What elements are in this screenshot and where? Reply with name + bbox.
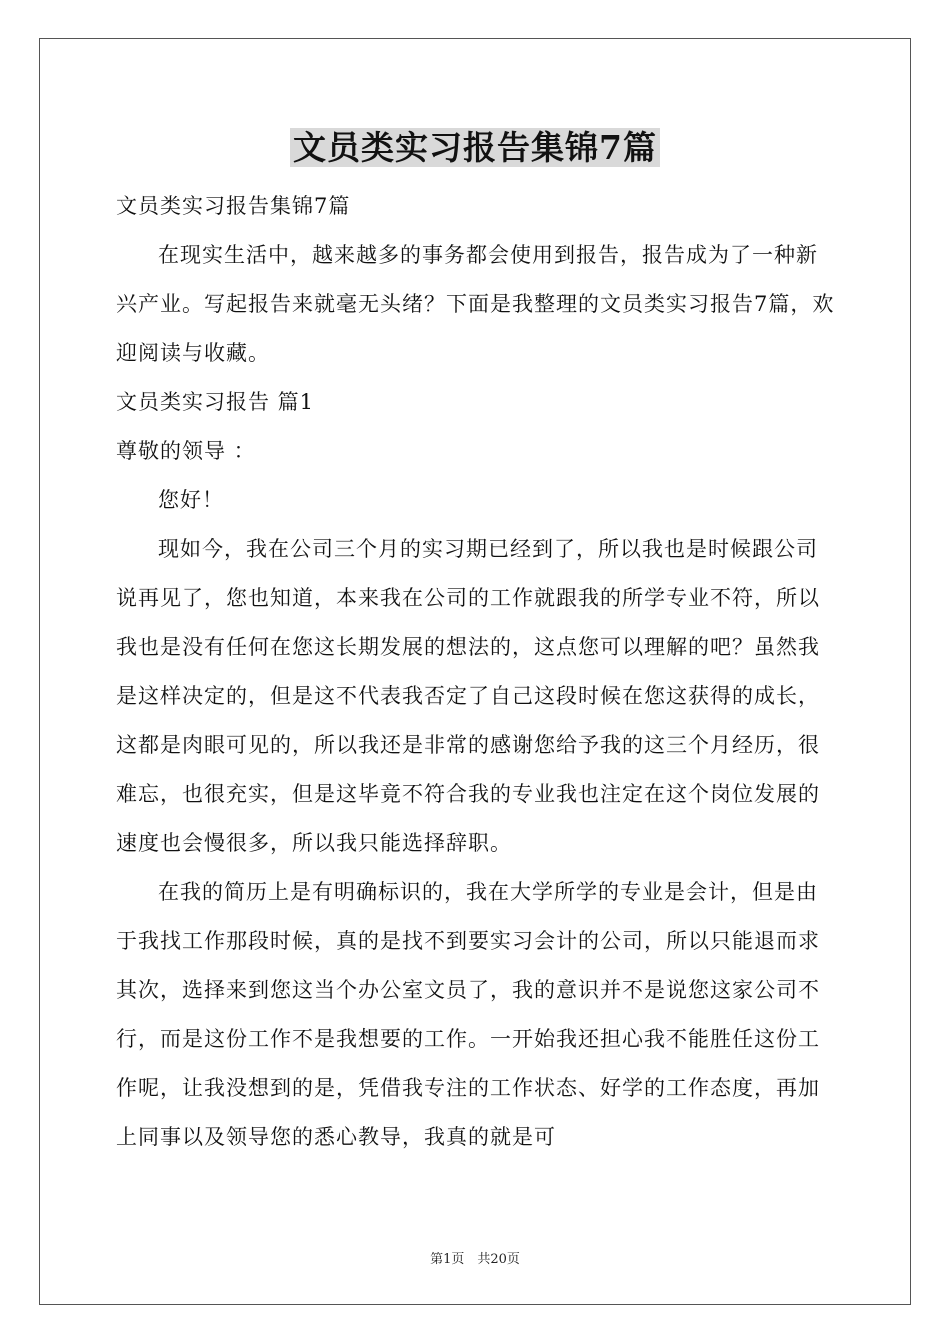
greeting: 您好！ (158, 488, 224, 512)
document-body (116, 182, 836, 1162)
page-footer: 第1页 共20页 (430, 1252, 520, 1267)
section-heading: 文员类实习报告 篇1 (116, 390, 315, 414)
body-paragraph-2: 在我的简历上是有明确标识的，我在大学所学的专业是会计，但是由于我找工作那段时候，真的是找不到要实习会计的公司，所以只能退而求其次，选择来到您这当个办公室文员了，我的意识并不是说您这家公司不行，而是这份工作不是我想要的工作。一开始我还担心我不能胜任这份工作呢，让我没想到的是，凭借我专注的工作状态、好学的工作态度，再加上同事以及领导您的悉心教导，我真的就是可 (116, 880, 820, 1149)
document-title (0, 126, 950, 170)
document-title-text: 文员类实习报告集锦7篇 (290, 128, 660, 167)
intro-paragraph: 在现实生活中，越来越多的事务都会使用到报告，报告成为了一种新兴产业。写起报告来就毫无头绪？下面是我整理的文员类实习报告7篇，欢迎阅读与收藏。 (116, 243, 835, 365)
salutation: 尊敬的领导 ： (116, 439, 256, 463)
body-paragraph-1: 现如今，我在公司三个月的实习期已经到了，所以我也是时候跟公司说再见了，您也知道，本来我在公司的工作就跟我的所学专业不符，所以我也是没有任何在您这长期发展的想法的，这点您可以理解的吧？虽然我是这样决定的，但是这不代表我否定了自己这段时候在您这获得的成长，这都是肉眼可见的，所以我还是非常的感谢您给予我的这三个月经历，很难忘，也很充实，但是这毕竟不符合我的专业我也注定在这个岗位发展的速度也会慢很多，所以我只能选择辞职。 (116, 537, 820, 855)
document-subtitle: 文员类实习报告集锦7篇 (116, 194, 351, 218)
